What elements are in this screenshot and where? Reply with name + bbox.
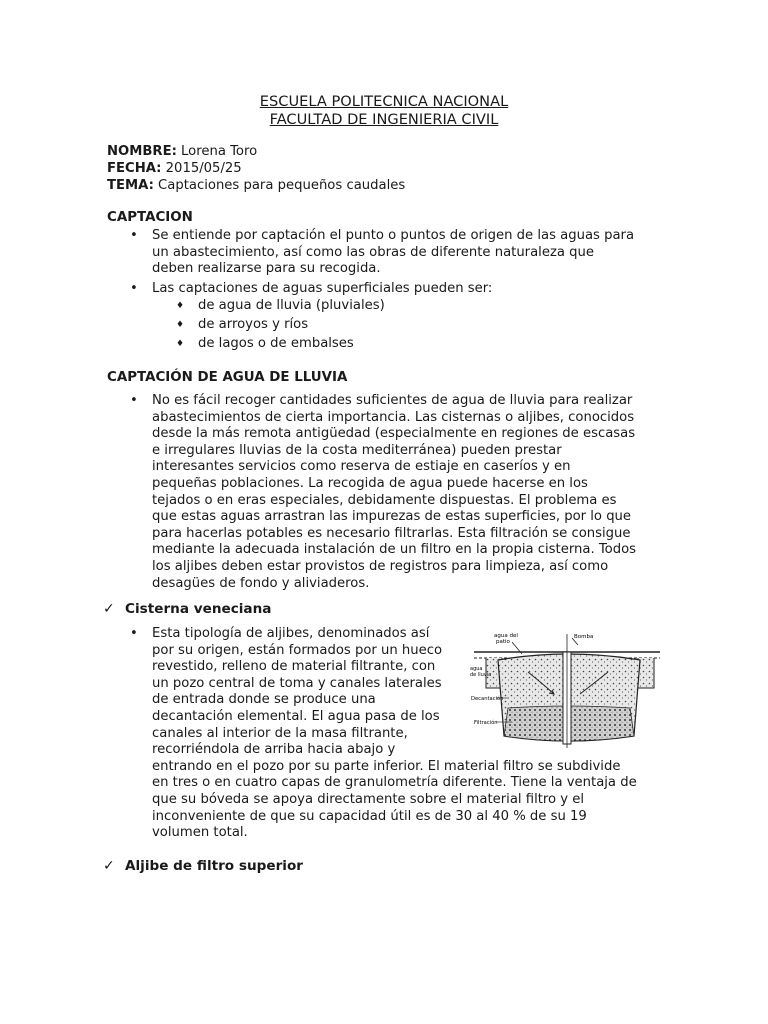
label-patio: patio — [496, 639, 510, 645]
sub-text-2: de arroyos y ríos — [198, 317, 309, 332]
label-bomba: Bomba — [574, 634, 594, 640]
meta-nombre — [107, 143, 405, 160]
meta-block — [107, 143, 405, 194]
bullet-icon: • — [130, 393, 138, 408]
captacion-heading: CAPTACION — [107, 210, 193, 225]
lluvia-heading: CAPTACIÓN DE AGUA DE LLUVIA — [107, 370, 348, 385]
meta-tema — [107, 177, 405, 194]
captacion-bullet-1 — [130, 228, 635, 278]
captacion-sub-1 — [176, 298, 385, 315]
lluvia-bullet-1 — [130, 393, 637, 592]
fecha-label: FECHA: — [107, 161, 162, 176]
check-icon-2: ✓ — [103, 858, 115, 874]
diamond-icon: ♦ — [176, 301, 185, 311]
bullet-icon: • — [130, 626, 138, 641]
nombre-value: Lorena Toro — [176, 144, 258, 159]
nombre-label: NOMBRE: — [107, 144, 177, 159]
captacion-text-1: Se entiende por captación el punto o puntos de origen de las aguas para un abastecimiento, así como las obras de diferente naturaleza que deben realizarse para su recogida. — [152, 228, 635, 277]
label-de-lluvia: de lluvia — [470, 672, 492, 678]
sub-text-1: de agua de lluvia (pluviales) — [198, 298, 385, 313]
meta-fecha — [107, 160, 405, 177]
superior-heading: Aljibe de filtro superior — [125, 858, 303, 874]
veneciana-heading: Cisterna veneciana — [125, 601, 272, 617]
captacion-sub-2 — [176, 317, 309, 334]
tema-value: Captaciones para pequeños caudales — [153, 178, 406, 193]
faculty-title: FACULTAD DE INGENIERIA CIVIL — [269, 111, 499, 128]
sub-text-3: de lagos o de embalses — [198, 336, 354, 351]
veneciana-text-top: Esta tipología de aljibes, denominados así por su origen, están formados por un hueco revestido, relleno de material filtrante, con un pozo central de toma y canales laterales de entrada donde se produce una decantación elemental. El agua pasa de los canales al interior de la masa filtrante, recorriéndola de arriba hacia abajo y — [152, 626, 443, 758]
label-agua-del: agua del — [494, 633, 518, 639]
fecha-value: 2015/05/25 — [161, 161, 242, 176]
diamond-icon: ♦ — [176, 339, 185, 349]
diamond-icon: ♦ — [176, 320, 185, 330]
captacion-bullet-2 — [130, 281, 493, 298]
captacion-text-2: Las captaciones de aguas superficiales pueden ser: — [152, 281, 493, 296]
label-filtracion: Filtración — [474, 720, 498, 726]
label-decantacion: Decantación — [471, 696, 504, 702]
label-agua: agua — [470, 666, 483, 672]
tema-label: TEMA: — [107, 178, 154, 193]
bullet-icon: • — [130, 228, 138, 243]
veneciana-text-bottom: entrando en el pozo por su parte inferior. El material filtro se subdivide en tres o en cuatro capas de granulometría diferente. Tiene la ventaja de que su bóveda se apoya directamente sobre el material filtro y el inconveniente de que su capacidad útil es de 30 al 40 % de su 19 volumen total. — [152, 758, 637, 841]
lluvia-text-1: No es fácil recoger cantidades suficientes de agua de lluvia para realizar abastecimientos de cierta importancia. Las cisternas o aljibes, conocidos desde la más remota antigüedad (especialmente en regiones de escasas e irregulares lluvias de la costa mediterránea) pueden prestar interesantes servicios como reserva de estiaje en caseríos y en pequeñas poblaciones. La recogida de agua puede hacerse en los tejados o en eras especiales, debidamente dispuestas. El problema es que estas aguas arrastran las impurezas de estas superficies, por lo que para hacerlas potables es necesario filtrarlas. Esta filtración se consigue mediante la adecuada instalación de un filtro en la propia cisterna. Todos los aljibes deben estar provistos de registros para limpieza, así como desagües de fondo y aliviaderos. — [152, 393, 637, 591]
bullet-icon: • — [130, 281, 138, 296]
cistern-diagram — [468, 628, 665, 751]
check-icon: ✓ — [103, 601, 115, 617]
captacion-sub-3 — [176, 336, 354, 353]
school-title: ESCUELA POLITECNICA NACIONAL — [259, 93, 509, 110]
